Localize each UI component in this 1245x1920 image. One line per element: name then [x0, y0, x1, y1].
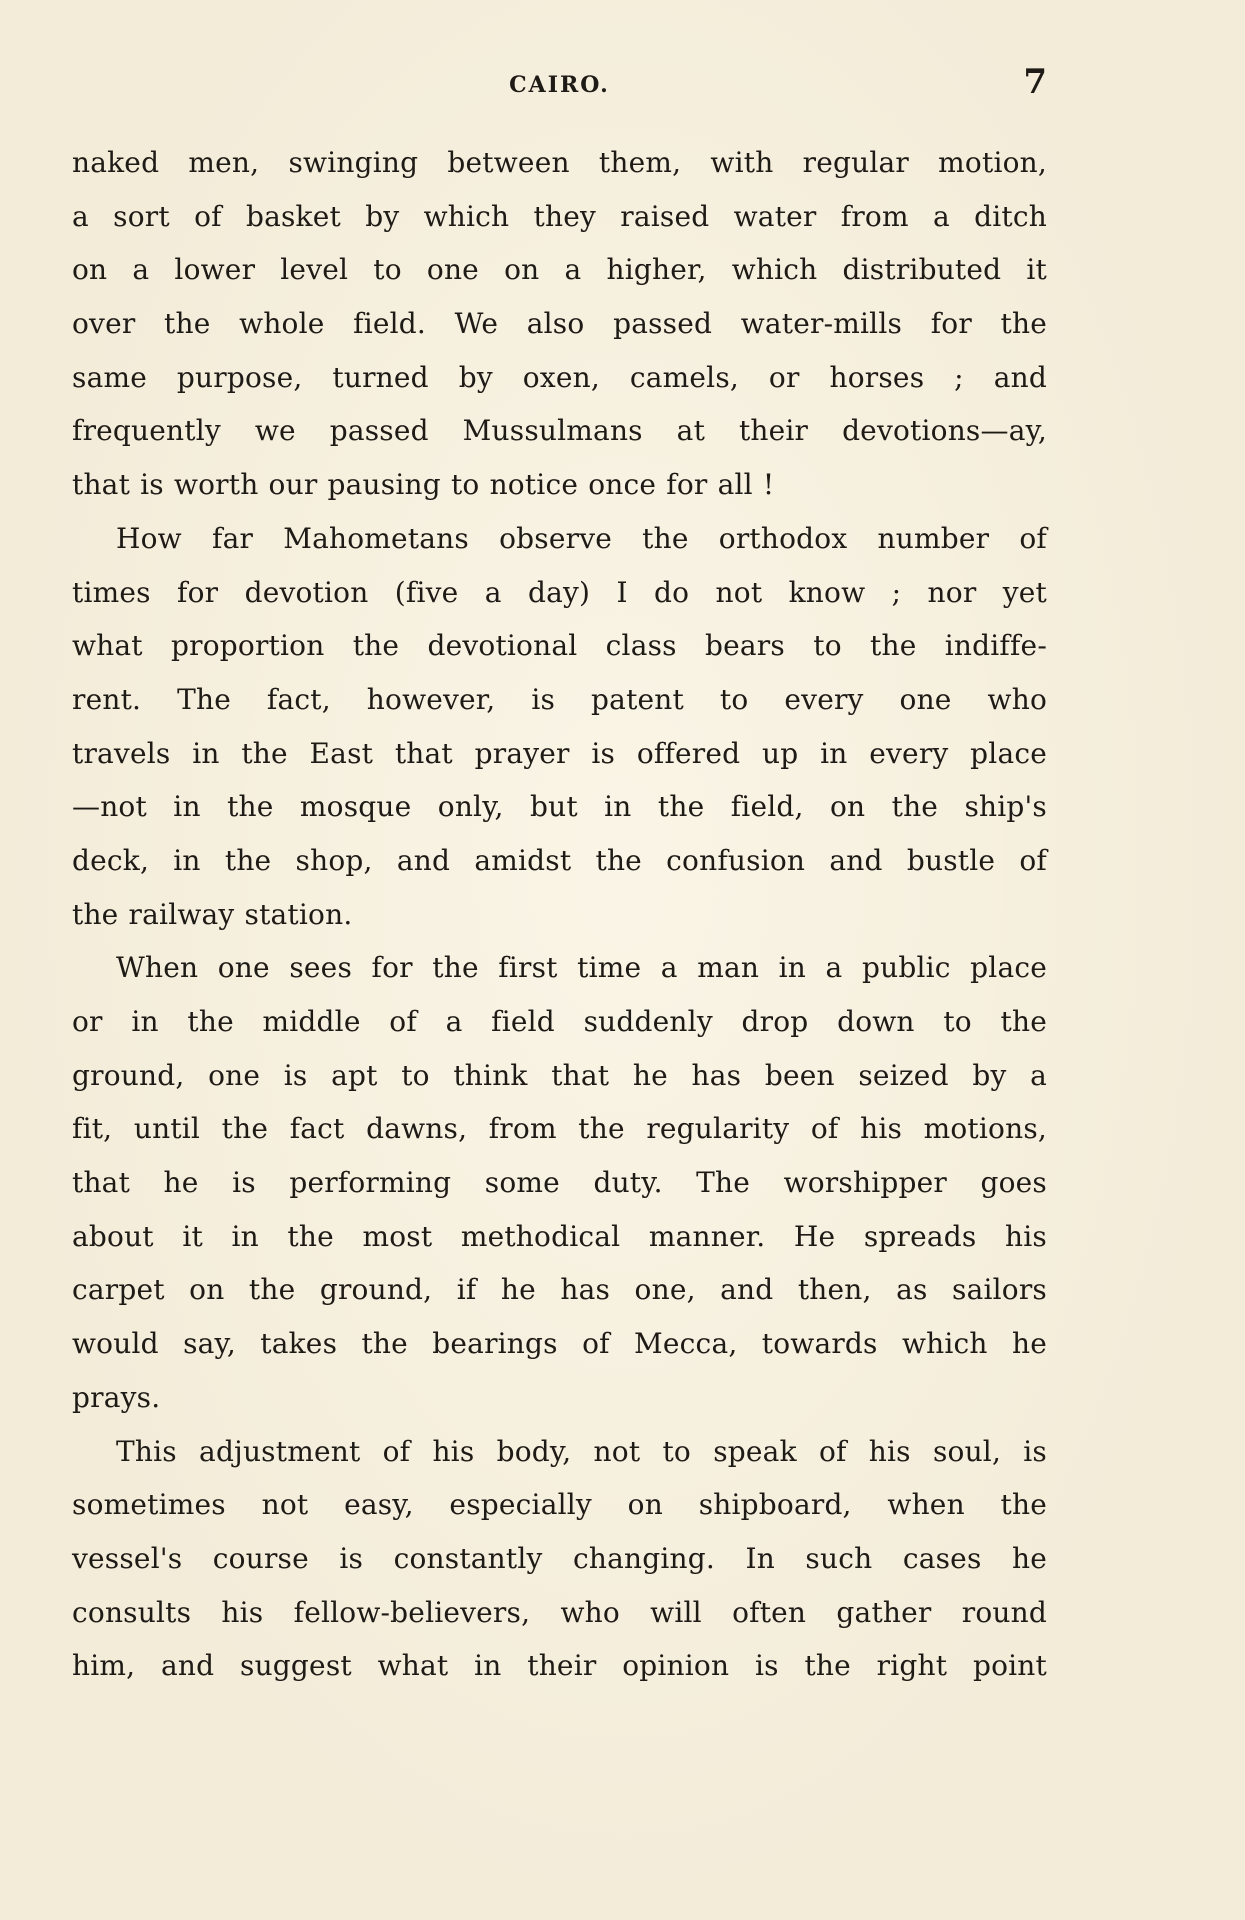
text-line: ground, one is apt to think that he has been seized by a [72, 1058, 1047, 1092]
text-line: on a lower level to one on a higher, which distributed it [72, 253, 1047, 287]
text-line: prays. [72, 1380, 161, 1414]
text-line: the railway station. [72, 897, 353, 931]
paragraph-first-line: When one sees for the first time a man in a public place [116, 951, 1047, 985]
text-line: travels in the East that prayer is offered up in every place [72, 736, 1047, 770]
text-line: that he is performing some duty. The worshipper goes [72, 1166, 1047, 1200]
text-line: vessel's course is constantly changing. In such cases he [72, 1541, 1047, 1575]
text-line: deck, in the shop, and amidst the confusion and bustle of [72, 843, 1047, 877]
running-head-title: CAIRO. [509, 72, 610, 98]
text-line: rent. The fact, however, is patent to every one who [72, 682, 1047, 716]
text-line: or in the middle of a field suddenly drop down to the [72, 1005, 1047, 1038]
text-line: him, and suggest what in their opinion is the right point [72, 1649, 1047, 1683]
text-line: carpet on the ground, if he has one, and then, as sailors [72, 1273, 1047, 1307]
page-number: 7 [1023, 62, 1047, 102]
text-line: times for devotion (five a day) I do not know ; nor yet [72, 575, 1047, 609]
text-line: a sort of basket by which they raised water from a ditch [72, 199, 1047, 233]
text-line: fit, until the fact dawns, from the regularity of his motions, [72, 1112, 1047, 1146]
paragraph-first-line: This adjustment of his body, not to speak of his soul, is [116, 1434, 1047, 1468]
text-line: frequently we passed Mussulmans at their devotions—ay, [72, 414, 1047, 448]
text-line: —not in the mosque only, but in the field, on the ship's [72, 790, 1047, 824]
running-head [72, 62, 1047, 102]
text-line: would say, takes the bearings of Mecca, towards which he [72, 1327, 1047, 1361]
text-line: what proportion the devotional class bears to the indiffe- [72, 629, 1047, 663]
paragraph-first-line: How far Mahometans observe the orthodox number of [116, 521, 1047, 555]
text-line: over the whole field. We also passed water-mills for the [72, 307, 1047, 341]
text-line: naked men, swinging between them, with regular motion, [72, 146, 1047, 179]
text-line: consults his fellow-believers, who will often gather round [72, 1595, 1047, 1629]
text-line: that is worth our pausing to notice once for all ! [72, 468, 775, 502]
text-line: same purpose, turned by oxen, camels, or horses ; and [72, 360, 1047, 394]
text-line: about it in the most methodical manner. He spreads his [72, 1219, 1047, 1253]
text-line: sometimes not easy, especially on shipboard, when the [72, 1488, 1047, 1522]
body-text [72, 136, 1047, 1693]
